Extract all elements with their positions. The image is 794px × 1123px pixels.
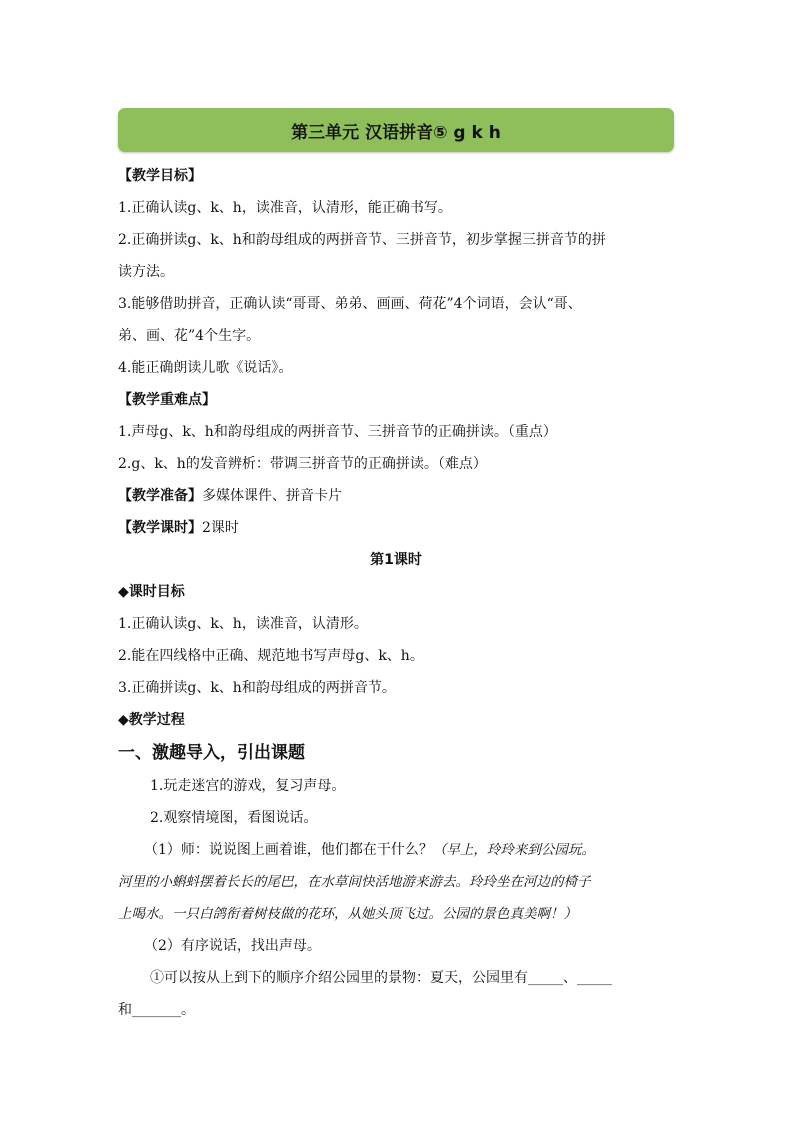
goal-item: 1.正确认读g、k、h，读准音，认清形，能正确书写。 <box>118 200 452 216</box>
lesson-plan-page <box>118 108 674 1026</box>
prep-row <box>118 480 674 512</box>
lesson-title: 第1课时 <box>370 552 422 568</box>
process-step: 2.观察情境图，看图说话。 <box>150 810 318 826</box>
keypoint-item: 1.声母g、k、h和韵母组成的两拼音节、三拼音节的正确拼读。（重点） <box>118 424 557 440</box>
question-2-sub-cont: 和_______。 <box>118 1002 195 1018</box>
answer-1-line: 河里的小蝌蚪摆着长长的尾巴，在水草间快活地游来游去。玲玲坐在河边的椅子 <box>118 874 591 890</box>
prep-heading: 【教学准备】 <box>118 488 202 504</box>
question-1-row <box>118 834 674 866</box>
question-1: （1）师：说说图上画着谁，他们都在干什么？ <box>144 842 433 858</box>
prep-text: 多媒体课件、拼音卡片 <box>202 488 342 504</box>
keypoint-item: 2.g、k、h的发音辨析：带调三拼音节的正确拼读。（难点） <box>118 456 487 472</box>
unit-title-banner <box>118 108 674 152</box>
process-heading: ◆教学过程 <box>118 712 185 728</box>
question-2: （2）有序说话，找出声母。 <box>144 938 321 954</box>
goal-item: 3.能够借助拼音，正确认读“哥哥、弟弟、画画、荷花”4个词语，会认“哥、 <box>118 296 582 312</box>
unit-title: 第三单元 汉语拼音⑤ g k h <box>291 122 501 143</box>
answer-1-line: 上喝水。一只白鸽衔着树枝做的花环，从她头顶飞过。公园的景色真美啊！） <box>118 906 577 922</box>
goal-item: 4.能正确朗读儿歌《说话》。 <box>118 360 293 376</box>
hours-row <box>118 512 674 544</box>
lesson-goal-item: 1.正确认读g、k、h，读准音，认清形。 <box>118 616 368 632</box>
process-step: 1.玩走迷宫的游戏，复习声母。 <box>150 778 346 794</box>
goal-item: 弟、画、花”4个生字。 <box>118 328 261 344</box>
hours-heading: 【教学课时】 <box>118 520 202 536</box>
section-heading: 一、激趣导入，引出课题 <box>118 743 305 763</box>
lesson-goal-item: 3.正确拼读g、k、h和韵母组成的两拼音节。 <box>118 680 396 696</box>
goals-heading: 【教学目标】 <box>118 168 202 184</box>
lesson-goal-item: 2.能在四线格中正确、规范地书写声母g、k、h。 <box>118 648 424 664</box>
lesson-goals-heading: ◆课时目标 <box>118 584 185 600</box>
hours-text: 2课时 <box>202 520 239 536</box>
question-2-sub: ①可以按从上到下的顺序介绍公园里的景物：夏天，公园里有_____、_____ <box>150 970 612 986</box>
keypoints-heading: 【教学重难点】 <box>118 392 216 408</box>
goal-item: 2.正确拼读g、k、h和韵母组成的两拼音节、三拼音节，初步掌握三拼音节的拼 <box>118 232 606 248</box>
goal-item: 读方法。 <box>118 264 174 280</box>
answer-1-start: （早上，玲玲来到公园玩。 <box>432 842 595 858</box>
